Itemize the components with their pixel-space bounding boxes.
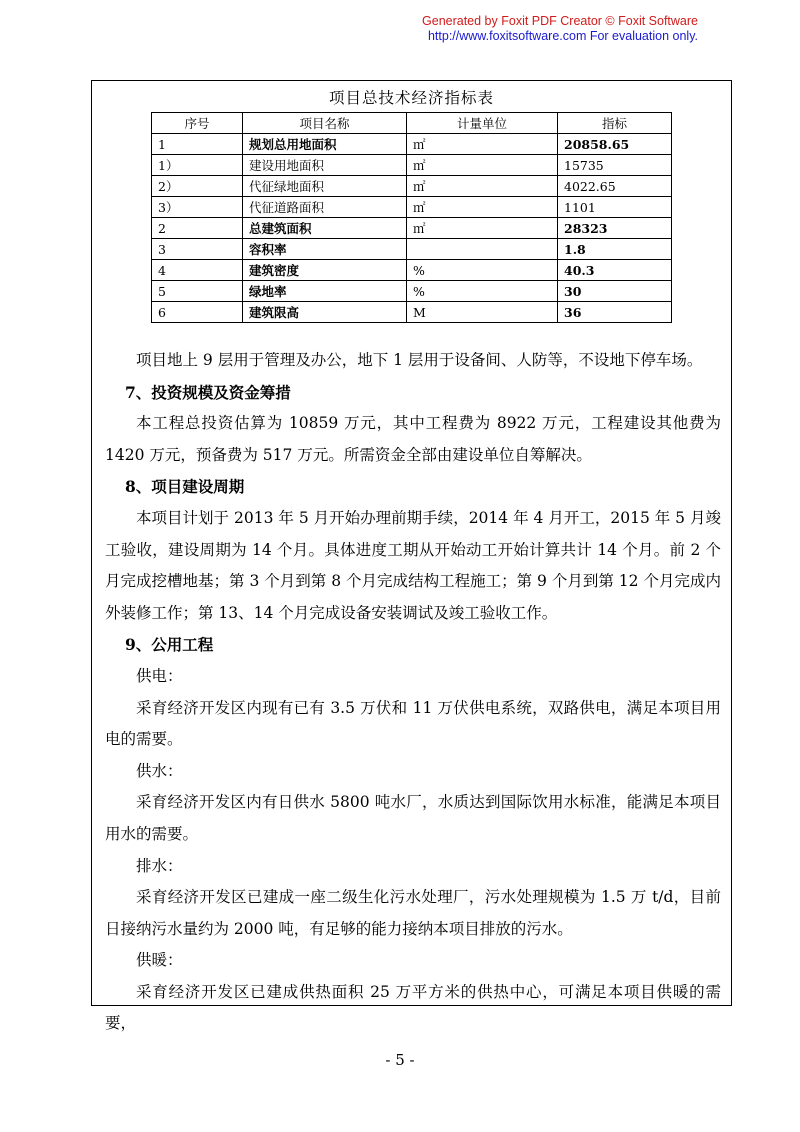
- table-row: [152, 218, 672, 239]
- cell-seq: 5: [152, 281, 243, 302]
- cell-value: 1.8: [558, 239, 672, 260]
- cell-unit: %: [407, 260, 558, 281]
- heating-label: 供暖：: [136, 951, 183, 970]
- table-row: [152, 281, 672, 302]
- power-paragraph: 采育经济开发区内现有已有 3.5 万伏和 11 万伏供电系统，双路供电，满足本项目用电的需要。: [105, 698, 721, 749]
- power-label: 供电：: [136, 666, 183, 685]
- cell-seq: 2: [152, 218, 243, 239]
- water-paragraph: 采育经济开发区内有日供水 5800 吨水厂，水质达到国际饮用水标准，能满足本项目用水的需要。: [105, 793, 721, 843]
- header-seq: 序号: [152, 113, 243, 134]
- cell-item: 代征绿地面积: [243, 176, 407, 197]
- cell-seq: 3）: [152, 197, 243, 218]
- table-row: [152, 134, 672, 155]
- cell-seq: 1: [152, 134, 243, 155]
- body-text: [105, 345, 721, 1040]
- table-row: [152, 239, 672, 260]
- cell-item: 容积率: [243, 239, 407, 260]
- table-row: [152, 176, 672, 197]
- header-item: 项目名称: [243, 113, 407, 134]
- section-8-heading: 8、项目建设周期: [125, 477, 245, 497]
- cell-unit: ㎡: [407, 134, 558, 155]
- cell-value: 40.3: [558, 260, 672, 281]
- floors-paragraph: 项目地上 9 层用于管理及办公，地下 1 层用于设备间、人防等，不设地下停车场。: [136, 351, 703, 369]
- cell-item: 绿地率: [243, 281, 407, 302]
- cell-seq: 3: [152, 239, 243, 260]
- page-number: - 5 -: [385, 1051, 415, 1069]
- watermark-line1: Generated by Foxit PDF Creator © Foxit Software: [422, 14, 698, 28]
- cell-seq: 4: [152, 260, 243, 281]
- table-header-row: [152, 113, 672, 134]
- cell-unit: ㎡: [407, 155, 558, 176]
- schedule-paragraph: 本项目计划于 2013 年 5 月开始办理前期手续，2014 年 4 月开工，2015 年 5 月竣工验收，建设周期为 14 个月。具体进度工期从开始动工开始计算共计 14 个月。前 2 个月完成挖槽地基；第 3 个月到第 8 个月完成结构工程施工；第 9 个月到第 12 个月完成内外装修工作；第 13、14 个月完成设备安装调试及竣工验收工作。: [105, 508, 721, 622]
- cell-unit: ㎡: [407, 218, 558, 239]
- cell-value: 28323: [558, 218, 672, 239]
- indicator-table: [151, 112, 672, 323]
- cell-item: 建设用地面积: [243, 155, 407, 176]
- table-row: [152, 197, 672, 218]
- drainage-label: 排水：: [136, 856, 183, 875]
- cell-value: 1101: [558, 197, 672, 218]
- drainage-paragraph: 采育经济开发区已建成一座二级生化污水处理厂，污水处理规模为 1.5 万 t/d，目前日接纳污水量约为 2000 吨，有足够的能力接纳本项目排放的污水。: [105, 888, 721, 938]
- cell-value: 36: [558, 302, 672, 323]
- cell-item: 规划总用地面积: [243, 134, 407, 155]
- cell-unit: [407, 239, 558, 260]
- cell-item: 代征道路面积: [243, 197, 407, 218]
- cell-item: 总建筑面积: [243, 218, 407, 239]
- table-row: [152, 155, 672, 176]
- table-row: [152, 302, 672, 323]
- cell-seq: 2）: [152, 176, 243, 197]
- header-unit: 计量单位: [407, 113, 558, 134]
- cell-value: 4022.65: [558, 176, 672, 197]
- cell-unit: M: [407, 302, 558, 323]
- cell-value: 30: [558, 281, 672, 302]
- cell-seq: 6: [152, 302, 243, 323]
- cell-value: 15735: [558, 155, 672, 176]
- table-row: [152, 260, 672, 281]
- cell-item: 建筑密度: [243, 260, 407, 281]
- table-title: 项目总技术经济指标表: [328, 89, 494, 107]
- foxit-watermark: [422, 14, 698, 44]
- cell-unit: %: [407, 281, 558, 302]
- cell-seq: 1）: [152, 155, 243, 176]
- cell-item: 建筑限高: [243, 302, 407, 323]
- section-7-heading: 7、投资规模及资金筹措: [125, 382, 291, 402]
- cell-unit: ㎡: [407, 197, 558, 218]
- watermark-line2: http://www.foxitsoftware.com For evaluation only.: [427, 29, 698, 43]
- header-value: 指标: [558, 113, 672, 134]
- water-label: 供水：: [136, 761, 183, 780]
- section-9-heading: 9、公用工程: [125, 635, 214, 655]
- investment-paragraph: 本工程总投资估算为 10859 万元，其中工程费为 8922 万元，工程建设其他费为 1420 万元，预备费为 517 万元。所需资金全部由建设单位自筹解决。: [105, 414, 721, 464]
- heating-paragraph: 采育经济开发区已建成供热面积 25 万平方米的供热中心，可满足本项目供暖的需要，: [105, 982, 721, 1033]
- cell-value: 20858.65: [558, 134, 672, 155]
- cell-unit: ㎡: [407, 176, 558, 197]
